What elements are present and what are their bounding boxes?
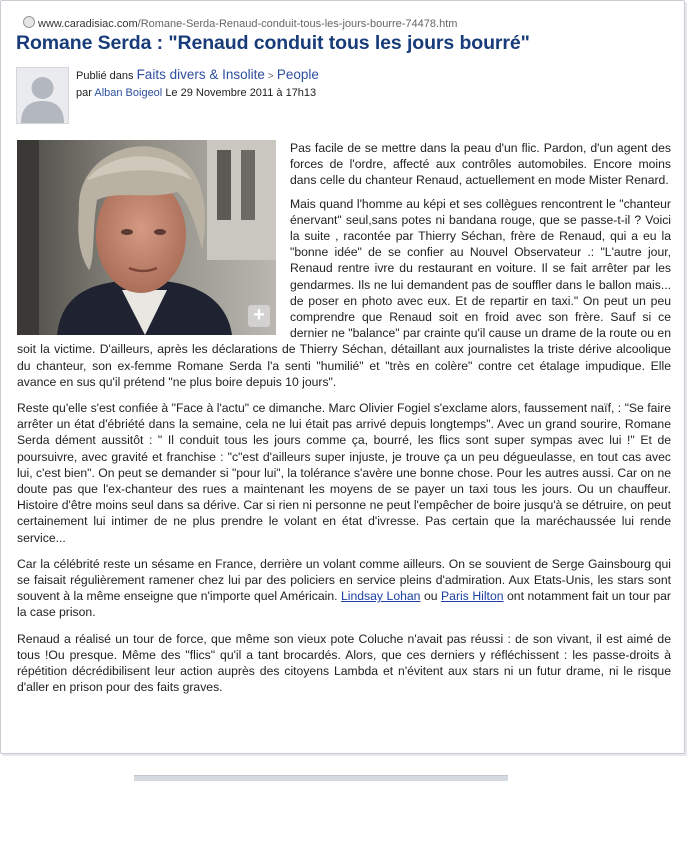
paragraph-2: Mais quand l'homme au képi et ses collègues rencontrent le "chanteur énervant" seul,sans potes ni bandana rouge, que se passe-t-il ? Voici la suite , racontée par Thierry Séchan, frère de Renaud, qui a eu la "bonne idée" de se confier au Nouvel Observateur .: "L'autre jour, Renaud rentre ivre du restaurant en voiture. Il se fait arrêter par les gendarmes. Ils ne lui demandent pas de souffler dans le ballon mais... de poser en photo avec eux. Et de repartir en taxi." On peut un peu comprendre que Renaud soit en froid avec son frère. Sauf si ce dernier ne "balance" par crainte qu'il cause un drame de la route ou en soit la victime. D'ailleurs, après les déclarations de Thierry Séchan, détaillant aux journalistes la triste dérive alcoolique du chanteur, son ex-femme Romane Serda l'a senti "humilié" et "très en colère" contre cet étalage impudique. Elle avance en sus qu'il prétend "ne plus boire depuis 10 jours". — [17, 196, 671, 389]
subcategory-link[interactable]: People — [276, 67, 319, 82]
plus-icon[interactable]: + — [248, 305, 270, 327]
footer-divider — [134, 775, 508, 781]
url-path: /Romane-Serda-Renaud-conduit-tous-les-jours-bourre-74478.htm — [137, 18, 458, 30]
url-line[interactable] — [23, 16, 457, 30]
paragraph-4-text-a: Car la célébrité reste un sésame en France, derrière un volant comme ailleurs. On se souvient de Serge Gainsbourg qui se faisait régulièrement ramener chez lui par des policiers en service pleins d'admiration. Aux Etats-Unis, les stars sont souvent à la même enseigne que n'importe quel Américain. — [17, 556, 671, 604]
by-prefix: par — [76, 87, 92, 99]
paragraph-1: Pas facile de se mettre dans la peau d'un flic. Pardon, d'un agent des forces de l'ordre, affecté aux contrôles automobiles. Encore moins dans celle du chanteur Renaud, actuellement en mode Mister Renard. — [290, 141, 671, 188]
category-separator: > — [267, 71, 274, 82]
category-link[interactable]: Faits divers & Insolite — [136, 67, 265, 82]
paragraph-4-text-b: ou — [420, 589, 442, 604]
author-avatar — [16, 67, 69, 124]
link-lindsay-lohan[interactable]: Lindsay Lohan — [341, 589, 421, 604]
published-prefix: Publié dans — [76, 70, 134, 82]
default-avatar-icon — [17, 68, 68, 123]
article-title: Romane Serda : "Renaud conduit tous les jours bourré" — [16, 32, 530, 54]
article-meta — [76, 67, 319, 99]
paragraph-4 — [17, 556, 671, 621]
publish-date: Le 29 Novembre 2011 à 17h13 — [165, 87, 317, 99]
paragraph-5: Renaud a réalisé un tour de force, que même son vieux pote Coluche n'avait pas réussi : de son vivant, il est aimé de tous !Ou presque. Même des "flics" qu'il a tant brocardés. Alors, que ces derniers y réfléchissent : les passe-droits à répétition décrédibilisent leur action auprès des citoyens Lambda et n'évitent aux stars ni un futur drame, ni le risque d'aller en prison pour des faits graves. — [17, 631, 671, 695]
globe-icon — [23, 16, 35, 28]
link-paris-hilton[interactable]: Paris Hilton — [441, 589, 504, 604]
article-photo[interactable] — [17, 140, 276, 335]
url-domain: www.caradisiac.com — [38, 18, 138, 30]
author-link[interactable]: Alban Boigeol — [94, 87, 163, 99]
paragraph-3: Reste qu'elle s'est confiée à "Face à l'actu" ce dimanche. Marc Olivier Fogiel s'exclame alors, faussement naïf, : "Se faire arrêter un état d'ébriété dans la semaine, cela ne lui était pas arrivé depuis longtemps". Avec un grand sourire, Romane Serda dément aussitôt : " Il conduit tous les jours comme ça, bourré, les flics sont super sympas avec lui !" Et de poursuivre, avec gravité et franchise : "c"est d'ailleurs super injuste, je trouve ça un peu dégueulasse, en tout cas avec lui, c'est bien". On peut se demander si "pour lui", la tolérance s'avère une bonne chose. Pour les autres aussi. Car on ne doute pas que l'ex-chanteur des rues a maintenant les moyens de se payer un taxi tous les jours. Ou un chauffeur. Histoire d'être moins seul dans sa dérive. Car si rien ni personne ne peut l'empêcher de boire jusqu'à se détruire, on peut certainement lui intimer de ne plus prendre le volant en état d'ivresse. Pas certain que la maréchaussée lui rende service... — [17, 401, 671, 545]
paragraph-4-text-c: ont notamment fait un tour par la case prison. — [17, 589, 671, 620]
